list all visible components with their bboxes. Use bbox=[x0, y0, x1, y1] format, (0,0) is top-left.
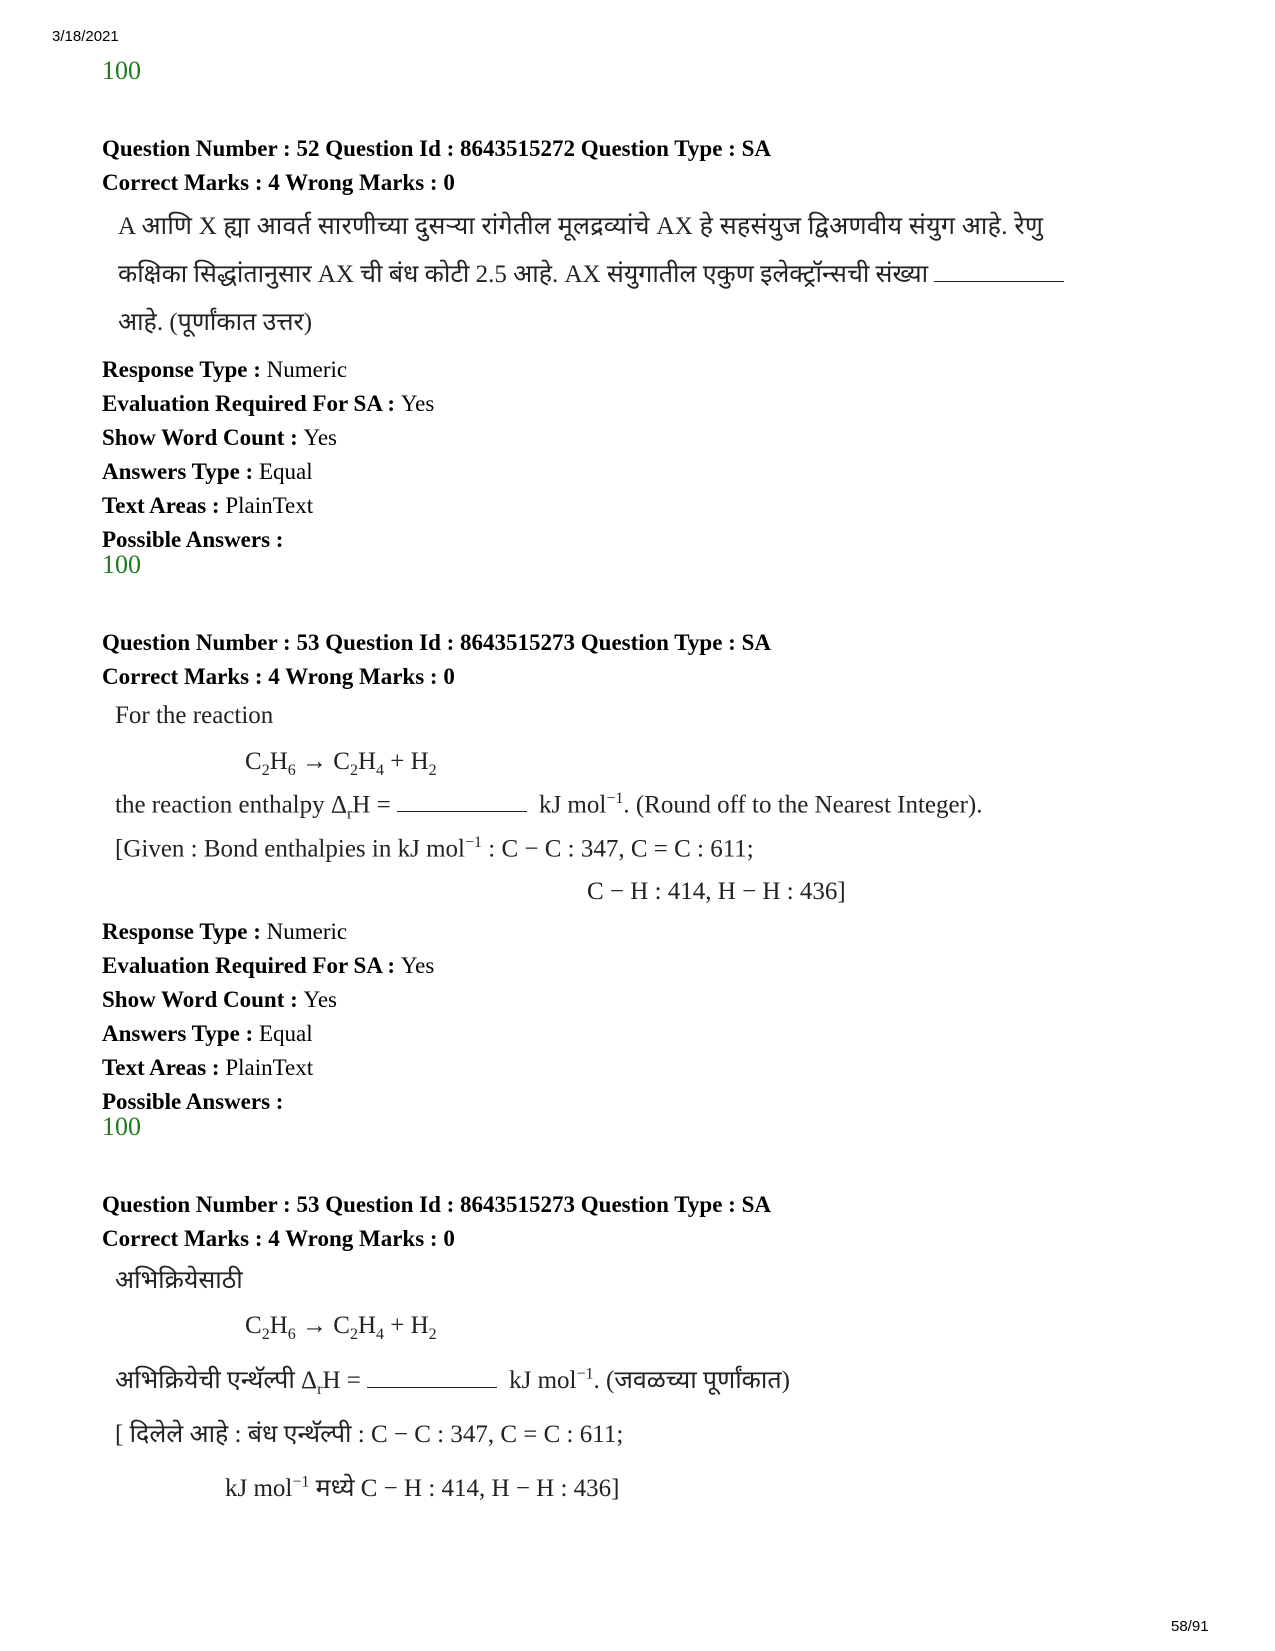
page-number: 58/91 bbox=[1171, 1618, 1209, 1635]
question-body-text: कक्षिका सिद्धांतानुसार AX ची बंध कोटी 2.5 आहे. AX संयुगातील एकुण इलेक्ट्रॉन्सची संख्या bbox=[118, 261, 929, 288]
question-body-line: kJ mol$^{-1}$ मध्ये C − H : 414, H − H : 436] bbox=[225, 1473, 620, 1502]
question-53-marathi-body bbox=[115, 1258, 1195, 1558]
question-body-line: अभिक्रियेसाठी bbox=[115, 1267, 243, 1294]
answer-blank bbox=[934, 263, 1064, 282]
possible-answers-line: Possible Answers : bbox=[102, 527, 284, 552]
page-date: 3/18/2021 bbox=[52, 28, 119, 45]
answer-blank bbox=[367, 1369, 497, 1388]
question-body-line: आहे. (पूर्णांकात उत्तर) bbox=[118, 309, 313, 336]
question-52-header bbox=[102, 132, 1202, 200]
question-body-line: A आणि X ह्या आवर्त सारणीच्या दुसऱ्या रांगेतील मूलद्रव्यांचे AX हे सहसंयुज द्विअणवीय संयुग आहे. रेणु bbox=[118, 213, 1044, 240]
question-marks-line: Correct Marks : 4 Wrong Marks : 0 bbox=[102, 664, 455, 689]
question-53-body bbox=[115, 698, 1195, 948]
question-52-meta bbox=[102, 353, 1202, 557]
question-body-line: अभिक्रियेची एन्थॅल्पी $\Delta_rH$ = kJ mol$^{-1}$. (जवळच्या पूर्णांकात) bbox=[115, 1365, 790, 1398]
question-body-line: the reaction enthalpy $\Delta_rH$ = kJ mol$^{-1}$. (Round off to the Nearest Integer). bbox=[115, 790, 983, 823]
question-body-line: For the reaction bbox=[115, 702, 274, 729]
question-body-line: C − H : 414, H − H : 436] bbox=[587, 878, 846, 905]
answers-type-line: Answers Type : Equal bbox=[102, 459, 313, 484]
question-header-line: Question Number : 53 Question Id : 8643515273 Question Type : SA bbox=[102, 630, 771, 655]
possible-answer-value: 100 bbox=[102, 550, 141, 579]
text-areas-line: Text Areas : PlainText bbox=[102, 1055, 314, 1080]
evaluation-required-line: Evaluation Required For SA : Yes bbox=[102, 391, 435, 416]
question-body-line: [Given : Bond enthalpies in kJ mol$^{-1}$ : C − C : 347, C = C : 611; bbox=[115, 834, 754, 863]
chemical-equation: $C_2H_6 \to C_2H_4 + H_2$ bbox=[245, 1312, 437, 1343]
question-header-line: Question Number : 53 Question Id : 8643515273 Question Type : SA bbox=[102, 1192, 771, 1217]
show-word-count-line: Show Word Count : Yes bbox=[102, 987, 337, 1012]
question-53-meta bbox=[102, 915, 1202, 1119]
possible-answer-value: 100 bbox=[102, 56, 141, 85]
question-body-line bbox=[118, 256, 1070, 290]
question-53-marathi-header bbox=[102, 1188, 1202, 1256]
question-marks-line: Correct Marks : 4 Wrong Marks : 0 bbox=[102, 1226, 455, 1251]
question-marks-line: Correct Marks : 4 Wrong Marks : 0 bbox=[102, 170, 455, 195]
question-52-body bbox=[118, 206, 1198, 346]
question-53-header bbox=[102, 626, 1202, 694]
answers-type-line: Answers Type : Equal bbox=[102, 1021, 313, 1046]
possible-answer-value: 100 bbox=[102, 1112, 141, 1141]
text-areas-line: Text Areas : PlainText bbox=[102, 493, 314, 518]
question-body-line: [ दिलेले आहे : बंध एन्थॅल्पी : C − C : 347, C = C : 611; bbox=[115, 1421, 624, 1448]
possible-answers-line: Possible Answers : bbox=[102, 1089, 284, 1114]
response-type-line: Response Type : Numeric bbox=[102, 357, 348, 382]
question-header-line: Question Number : 52 Question Id : 8643515272 Question Type : SA bbox=[102, 136, 771, 161]
evaluation-required-line: Evaluation Required For SA : Yes bbox=[102, 953, 435, 978]
show-word-count-line: Show Word Count : Yes bbox=[102, 425, 337, 450]
answer-blank bbox=[397, 793, 527, 812]
chemical-equation: $C_2H_6 \to C_2H_4 + H_2$ bbox=[245, 748, 437, 779]
response-type-line: Response Type : Numeric bbox=[102, 919, 348, 944]
